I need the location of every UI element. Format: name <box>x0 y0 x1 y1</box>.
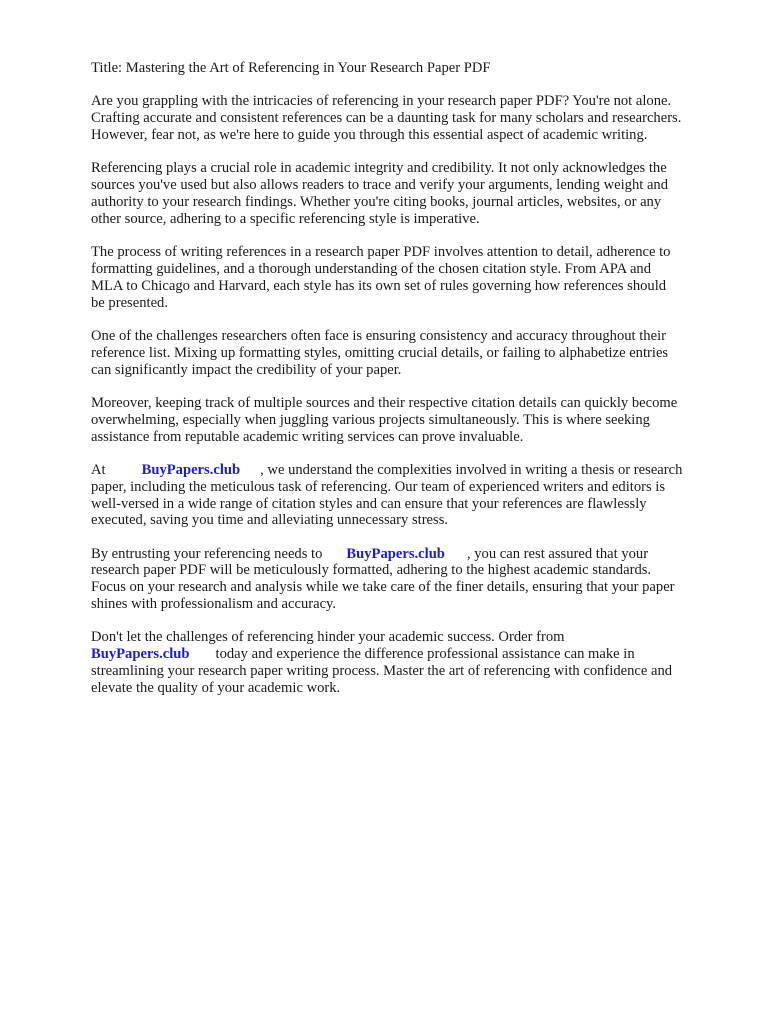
buypapers-link-3[interactable]: BuyPapers.club <box>91 646 190 663</box>
paragraph-8-before: Don't let the challenges of referencing hinder your academic success. Order from <box>91 629 565 646</box>
paragraph-8 <box>91 629 731 696</box>
document-title: Title: Mastering the Art of Referencing in Your Research Paper PDF <box>91 60 491 76</box>
paragraph-7-after: , you can rest assured that your research paper PDF will be meticulously formatted, adhering to the highest academic standards. Focus on your research and analysis while we take care of the finer details, ensuring that your paper shines with professionalism and accuracy. <box>91 545 675 613</box>
buypapers-link-2[interactable]: BuyPapers.club <box>346 545 445 562</box>
paragraph-3: The process of writing references in a research paper PDF involves attention to detail, adherence to formatting guidelines, and a thorough understanding of the chosen citation style. From APA and MLA to Chicago and Harvard, each style has its own set of rules governing how references should be presented. <box>91 244 671 311</box>
paragraph-4: One of the challenges researchers often face is ensuring consistency and accuracy throughout their reference list. Mixing up formatting styles, omitting crucial details, or failing to alphabetize entries can significantly impact the credibility of your paper. <box>91 327 669 378</box>
paragraph-7 <box>91 546 731 613</box>
paragraph-5: Moreover, keeping track of multiple sources and their respective citation details can quickly become overwhelming, especially when juggling various projects simultaneously. This is where seeking assistance from reputable academic writing services can prove invaluable. <box>91 394 678 445</box>
paragraph-7-before: By entrusting your referencing needs to <box>91 545 323 562</box>
paragraph-2: Referencing plays a crucial role in academic integrity and credibility. It not only acknowledges the sources you've used but also allows readers to trace and verify your arguments, lending weight and authority to your research findings. Whether you're citing books, journal articles, websites, or any other source, adhering to a specific referencing style is imperative. <box>91 160 669 227</box>
buypapers-link-1[interactable]: BuyPapers.club <box>141 461 241 478</box>
paragraph-6 <box>91 462 731 529</box>
paragraph-6-after: , we understand the complexities involved in writing a thesis or research paper, including the meticulous task of referencing. Our team of experienced writers and editors is well-versed in a wide range of citation styles and can ensure that your references are flawlessly executed, saving you time and alleviating unnecessary stress. <box>91 461 683 529</box>
paragraph-1: Are you grappling with the intricacies of referencing in your research paper PDF? You're not alone. Crafting accurate and consistent references can be a daunting task for many scholars and researchers. However, fear not, as we're here to guide you through this essential aspect of academic writing. <box>91 93 682 143</box>
paragraph-8-after: today and experience the difference professional assistance can make in streamlining your research paper writing process. Master the art of referencing with confidence and elevate the quality of your academic work. <box>91 646 673 696</box>
document-page <box>91 60 731 713</box>
paragraph-6-before: At <box>91 461 106 478</box>
